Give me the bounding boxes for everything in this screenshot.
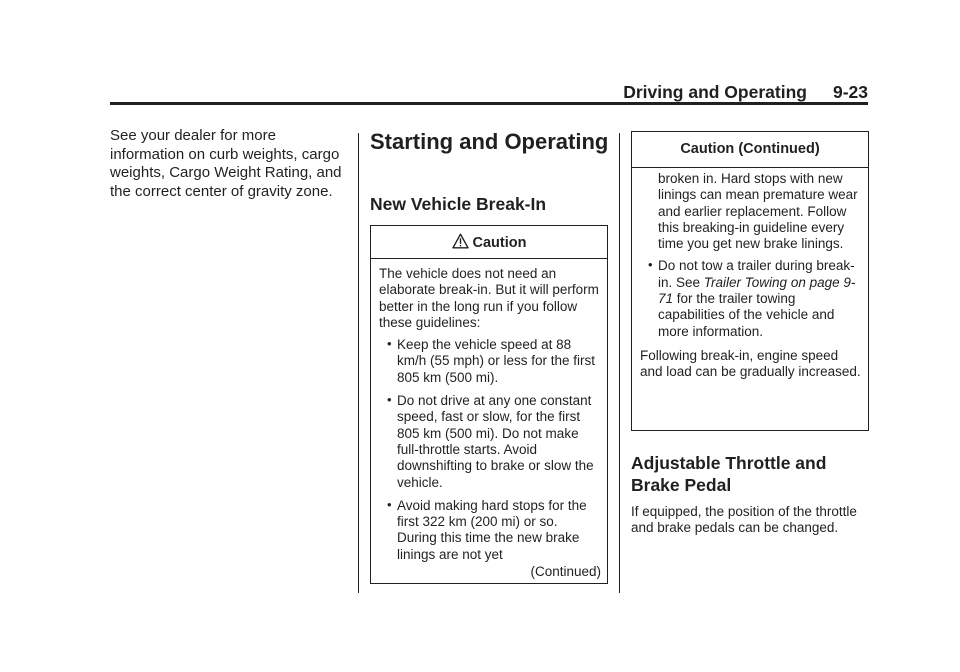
trailer-text-before: Do not tow a trailer during break-in. See (658, 258, 855, 290)
caution-continued-header: Caution (Continued) (632, 132, 868, 168)
break-in-heading: New Vehicle Break-In (370, 194, 547, 214)
guideline-item: • Keep the vehicle speed at 88 km/h (55 mph) or less for the first 805 km (500 mi). (379, 337, 601, 386)
guideline-item: • Avoid making hard stops for the first 322 km (200 mi) or so. During this time the new brake linings are not yet (379, 498, 601, 563)
page-header (110, 80, 868, 104)
caution-continuation: broken in. Hard stops with new linings can mean premature wear and earlier replacement. Follow this breaking-in guideline every time you get new brake linings. (658, 171, 858, 252)
trailer-text-after: for the trailer towing capabilities of the vehicle and more information. (658, 291, 835, 339)
guideline-list (379, 337, 601, 563)
trailer-item (640, 258, 862, 339)
caution-intro: The vehicle does not need an elaborate break-in. But it will perform better in the long run if you follow these guidelines: (379, 266, 599, 330)
warning-triangle-icon (452, 228, 469, 262)
continued-label: (Continued) (530, 564, 601, 579)
throttle-paragraph: If equipped, the position of the throttle and brake pedals can be changed. (631, 504, 857, 536)
section-heading: Starting and Operating (370, 129, 609, 154)
caution-closing: Following break-in, engine speed and load can be gradually increased. (640, 347, 861, 380)
caution-body (371, 259, 607, 563)
caution-continued-body (632, 168, 868, 381)
caution-box (370, 225, 608, 584)
section-title: Driving and Operating (623, 82, 807, 102)
column-divider-left (358, 133, 359, 593)
trailer-towing-link[interactable]: Trailer Towing on page 9-71 (658, 274, 856, 307)
throttle-heading: Adjustable Throttle and Brake Pedal (631, 453, 827, 495)
trailer-list (640, 258, 862, 339)
guideline-item: • Do not drive at any one constant speed, fast or slow, for the first 805 km (500 mi). Do not make full-throttle starts. Avoid downshifting to brake or slow the vehicle. (379, 393, 601, 491)
curb-weight-paragraph: See your dealer for more information on curb weights, cargo weights, Cargo Weight Rating, and the correct center of gravity zone. (110, 127, 342, 200)
page-number: 9-23 (832, 82, 868, 102)
caution-continued-box (631, 131, 869, 431)
column-divider-right (619, 133, 620, 593)
header-rule (110, 102, 868, 105)
caution-label: Caution (472, 235, 527, 251)
caution-header (371, 226, 607, 259)
